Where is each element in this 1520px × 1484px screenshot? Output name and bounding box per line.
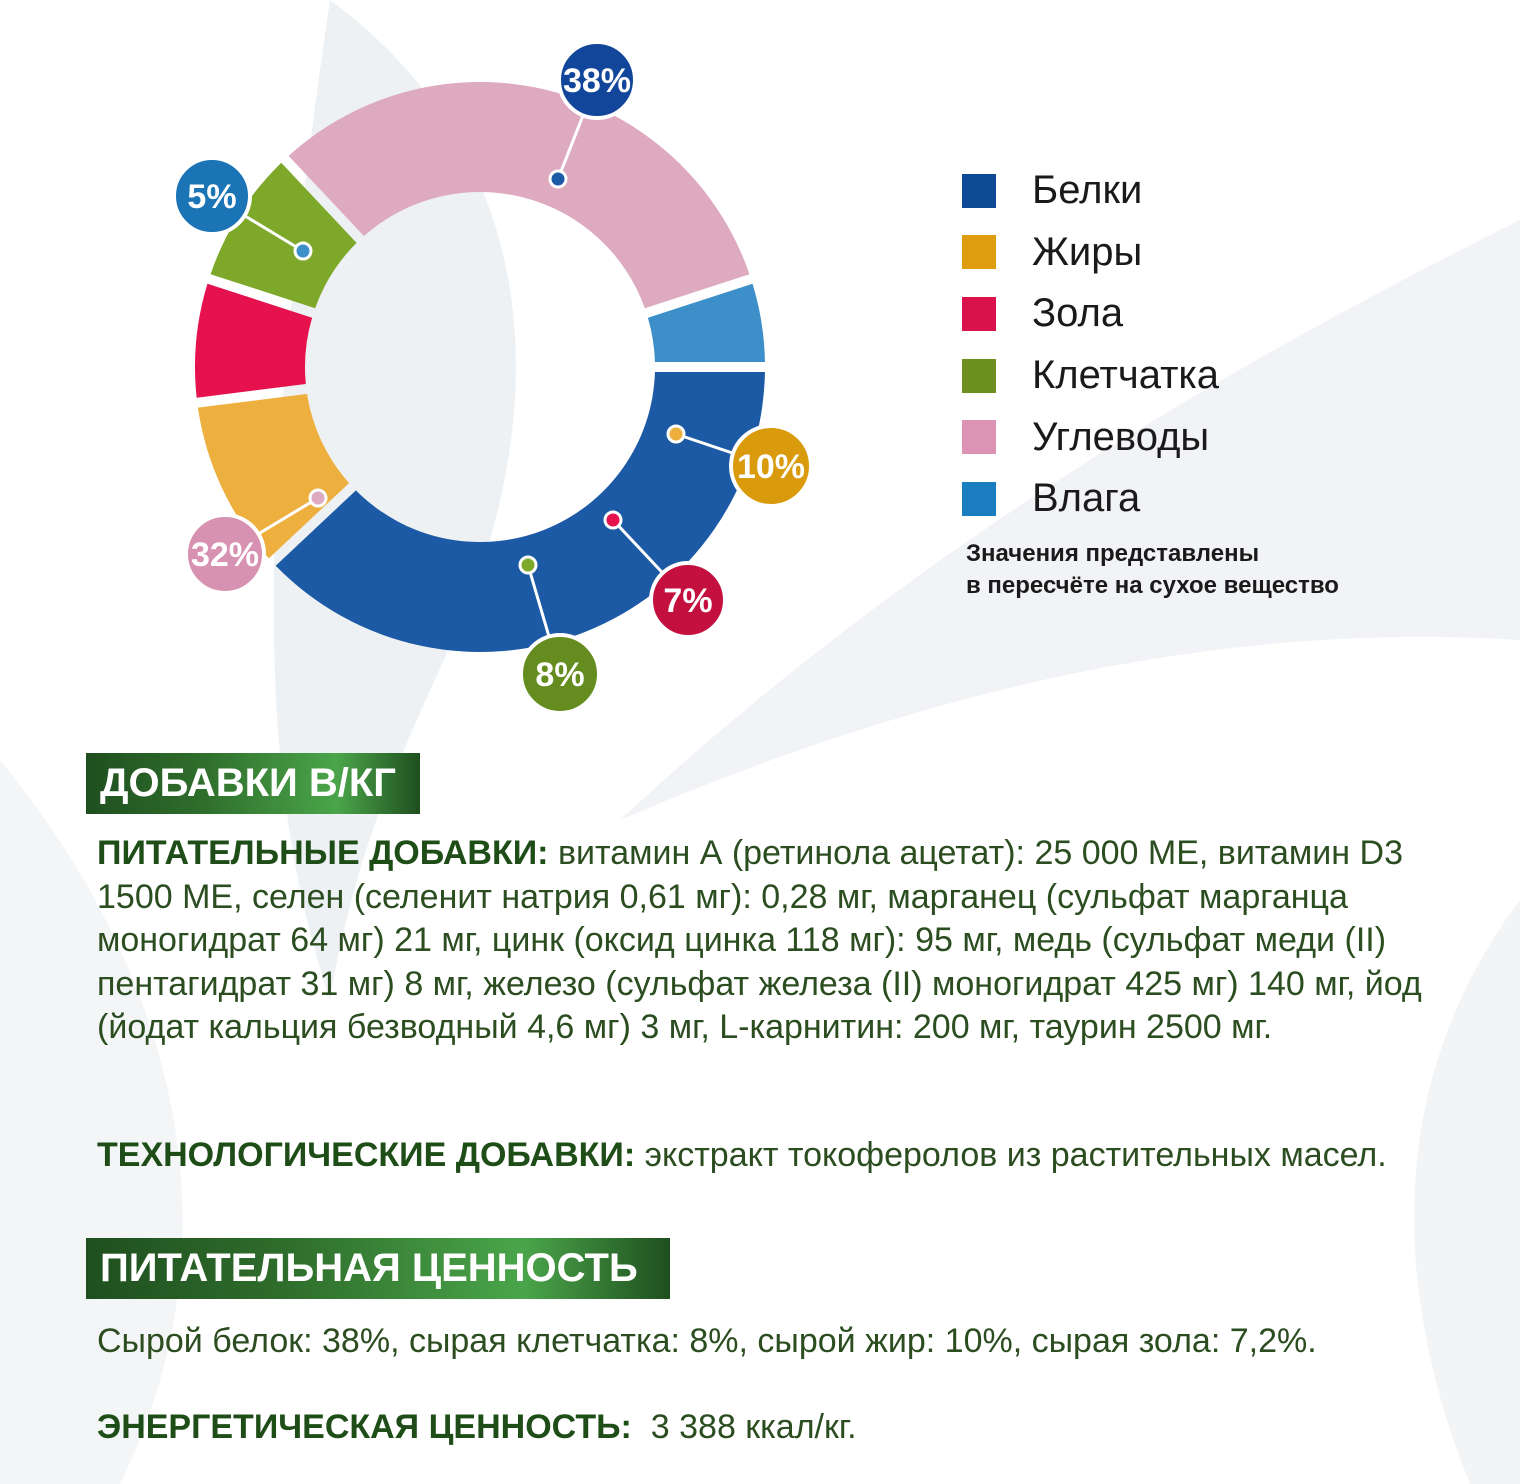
- percent-label: 5%: [187, 178, 237, 216]
- leader-dot: [550, 171, 566, 187]
- energy-label: ЭНЕРГЕТИЧЕСКАЯ ЦЕННОСТЬ:: [97, 1408, 632, 1446]
- legend-item-fiber: [962, 345, 1219, 407]
- energy-text: 3 388 ккал/кг.: [631, 1408, 857, 1446]
- legend-label: Белки: [1032, 168, 1143, 213]
- leader-dot: [310, 490, 326, 506]
- legend-swatch: [962, 174, 996, 208]
- legend-item-protein: [962, 160, 1219, 222]
- note-line: Значения представлены: [966, 540, 1260, 567]
- legend-label: Зола: [1032, 291, 1124, 336]
- percent-label: 38%: [562, 62, 632, 100]
- legend-swatch: [962, 297, 996, 331]
- nutritional-additives-label: ПИТАТЕЛЬНЫЕ ДОБАВКИ:: [97, 834, 549, 872]
- leader-dot: [605, 512, 621, 528]
- legend-item-ash: [962, 283, 1219, 345]
- percent-label: 8%: [535, 656, 585, 694]
- technological-additives-text: экстракт токоферолов из растительных масел.: [635, 1136, 1387, 1174]
- legend-swatch: [962, 482, 996, 516]
- legend-label: Клетчатка: [1032, 353, 1220, 398]
- legend-item-moisture: [962, 468, 1219, 530]
- leader-dot: [295, 243, 311, 259]
- percent-label: 7%: [663, 582, 713, 620]
- energy-paragraph: [97, 1406, 1467, 1450]
- technological-additives-paragraph: [97, 1134, 1467, 1178]
- percent-label: 32%: [190, 536, 260, 574]
- legend-swatch: [962, 420, 996, 454]
- technological-additives-label: ТЕХНОЛОГИЧЕСКИЕ ДОБАВКИ:: [97, 1136, 636, 1174]
- nutritional-additives-paragraph: [97, 832, 1467, 1050]
- legend-label: Жиры: [1032, 229, 1143, 274]
- legend-swatch: [962, 235, 996, 269]
- leader-dot: [520, 557, 536, 573]
- analysis-paragraph: [97, 1320, 1467, 1364]
- percent-label: 10%: [736, 448, 806, 486]
- leader-dot: [668, 426, 684, 442]
- nutrition-value-header: ПИТАТЕЛЬНАЯ ЦЕННОСТЬ: [86, 1238, 670, 1299]
- dry-matter-note: [966, 538, 1486, 602]
- legend-label: Углеводы: [1032, 414, 1210, 459]
- additives-header: ДОБАВКИ В/КГ: [86, 753, 420, 814]
- nutrient-donut-chart: [0, 0, 960, 740]
- chart-legend: [962, 160, 1219, 530]
- legend-swatch: [962, 359, 996, 393]
- legend-label: Влага: [1032, 476, 1141, 521]
- slice-5: [289, 82, 750, 308]
- nutritional-additives-text: витамин А (ретинола ацетат): 25 000 МЕ, витамин D3 1500 МЕ, селен (селенит натрия 0,61 мг): 0,28 мг, марганец (сульфат марганца моногидрат 64 мг) 21 мг, цинк (оксид цинка 118 мг): 95 мг, медь (сульфат меди (II) пентагидрат 31 мг) 8 мг, железо (сульфат железа (II) моногидрат 425 мг) 140 мг, йод (йодат кальция безводный 4,6 мг) 3 мг, L-карнитин: 200 мг, таурин 2500 мг.: [97, 834, 1422, 1046]
- legend-item-fat: [962, 222, 1219, 284]
- analysis-text: Сырой белок: 38%, сырая клетчатка: 8%, сырой жир: 10%, сырая зола: 7,2%.: [97, 1322, 1317, 1360]
- legend-item-carbs: [962, 406, 1219, 468]
- note-line: в пересчёте на сухое вещество: [966, 572, 1339, 599]
